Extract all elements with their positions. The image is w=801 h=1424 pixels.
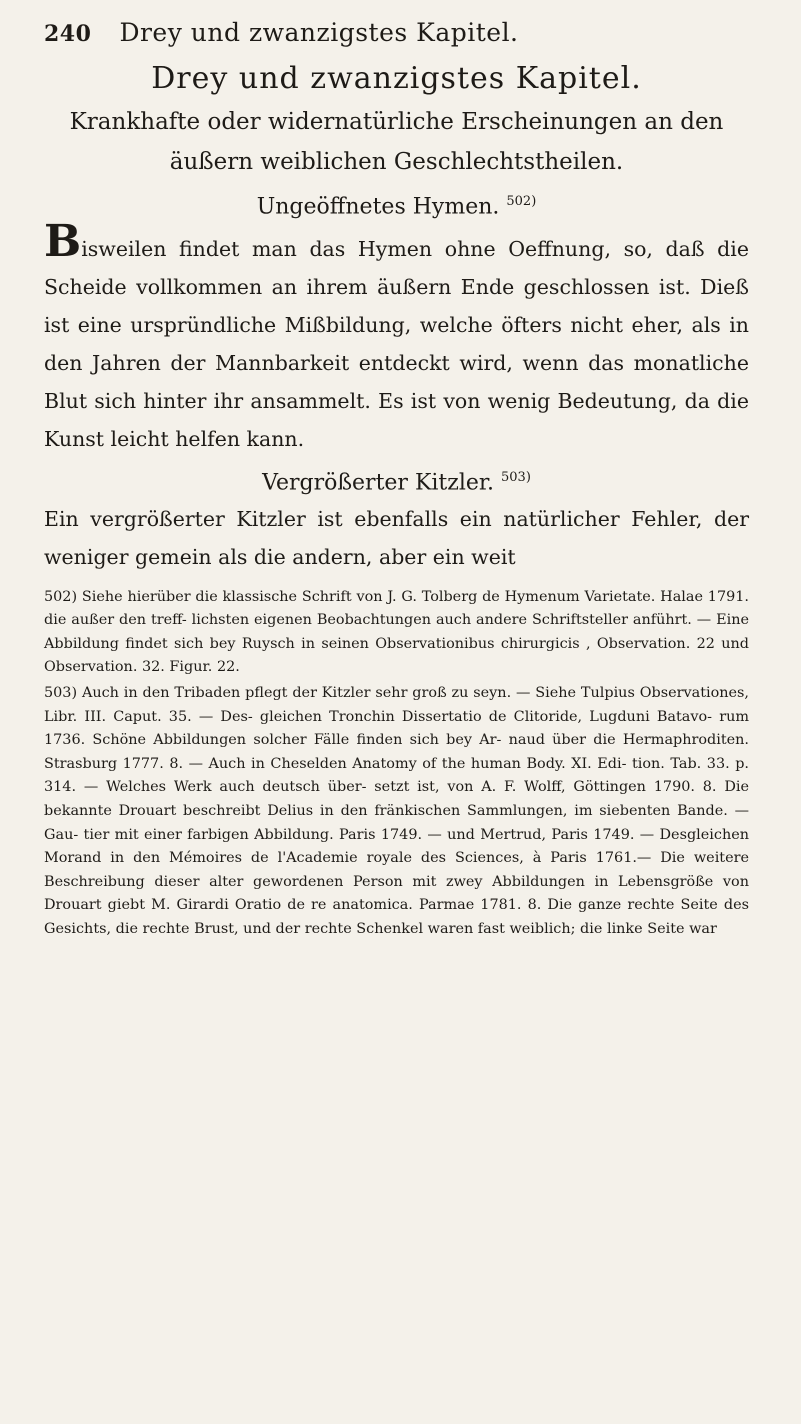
footnote-503: 503) Auch in den Tribaden pflegt der Kitzler sehr groß zu seyn. — Siehe Tulpius Observationes, Libr. III. Caput. 35. — Des- gleichen Tronchin Dissertatio de Clitoride, Lugduni Batavo- rum 1736. Schöne Abbildungen solcher Fälle finden sich bey Ar- naud über die Hermaphroditen. Strasburg 1777. 8. — Auch in Cheselden Anatomy of the human Body. XI. Edi- tion. Tab. 33. p. 314. — Welches Werk auch deutsch über- setzt ist, von A. F. Wolff, Göttingen 1790. 8. Die bekannte Drouart beschreibt Delius in den fränkischen Sammlungen, im siebenten Bande. — Gau- tier mit einer farbigen Abbildung. Paris 1749. — und Mertrud, Paris 1749. — Desgleichen Morand in den Mémoires de l'Academie royale des Sciences, à Paris 1761.— Die weitere Beschreibung dieser alter gewordenen Person mit zwey Abbildungen in Lebensgröße von Drouart giebt M. Girardi Oratio de re anatomica. Parmae 1781. 8. Die ganze rechte Seite des Gesichts, die rechte Brust, und der rechte Schenkel waren fast weiblich; die linke Seite war [44, 685, 749, 937]
running-head [44, 18, 749, 47]
chapter-title: Drey und zwanzigstes Kapitel. [151, 61, 642, 96]
section-heading-hymen [44, 194, 749, 219]
section-heading-text: Ungeöffnetes Hymen. [256, 194, 500, 220]
chapter-subtitle: Krankhafte oder widernatürliche Erscheinungen an den äußern weiblichen Geschlechtstheilen. [69, 109, 724, 175]
section-text-kitzler: Ein vergrößerter Kitzler ist ebenfalls ein natürlicher Fehler, der weniger gemein als die andern, aber ein weit [44, 506, 749, 569]
footnote-ref: 502) [506, 194, 537, 209]
footnote-ref: 503) [501, 470, 531, 486]
running-title: Drey und zwanzigstes Kapitel. [119, 18, 519, 47]
page-number: 240 [44, 21, 92, 47]
section-heading-text: Vergrößerter Kitzler. [262, 470, 494, 496]
section-heading-kitzler [44, 470, 749, 495]
section-text-hymen: Bisweilen findet man das Hymen ohne Oeffnung, so, daß die Scheide vollkommen an ihrem äußern Ende geschlossen ist. Dieß ist eine urspründliche Mißbildung, welche öfters nicht eher, als in den Jahren der Mannbarkeit entdeckt wird, wenn das monatliche Blut sich hinter ihr ansammelt. Es ist von wenig Bedeutung, da die Kunst leicht helfen kann. [44, 216, 749, 452]
footnote-502: 502) Siehe hierüber die klassische Schrift von J. G. Tolberg de Hymenum Varietate. Halae 1791. die außer den treff- lichsten eigenen Beobachtungen auch andere Schriftsteller anführt. — Eine Abbildung findet sich bey Ruysch in seinen Observationibus chirurgicis , Observation. 22 und Observation. 32. Figur. 22. [44, 588, 749, 676]
footnotes [44, 586, 749, 942]
